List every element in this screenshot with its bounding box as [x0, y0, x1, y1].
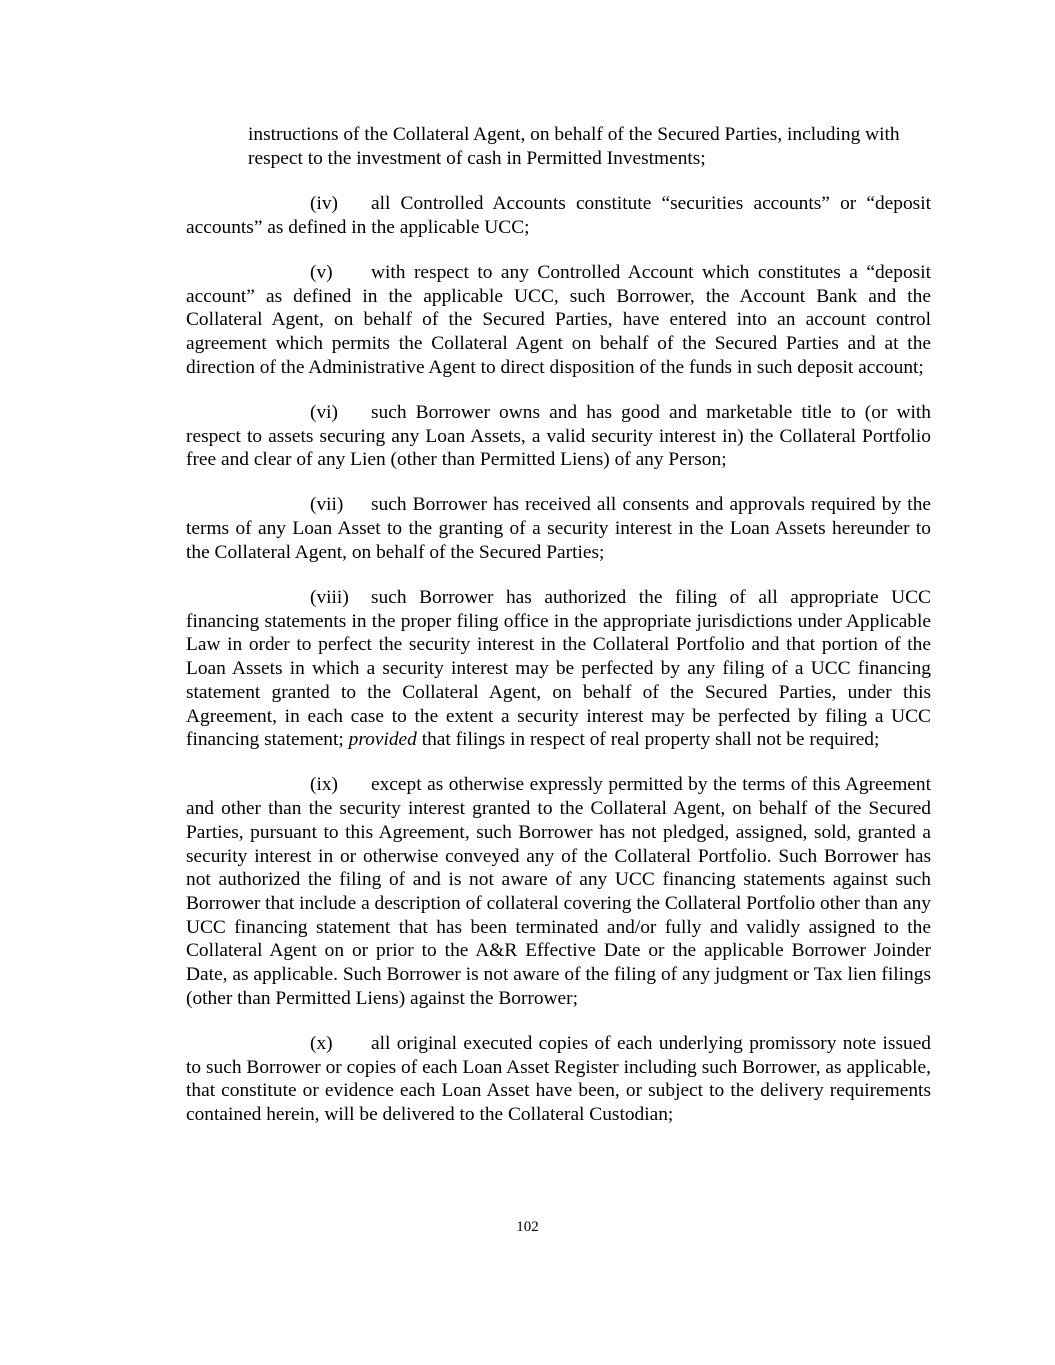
- continuation-paragraph: instructions of the Collateral Agent, on behalf of the Secured Parties, including with respect to the investment of cash in Permitted Investments;: [248, 124, 900, 169]
- clause-text: all Controlled Accounts constitute “securities accounts” or “deposit accounts” as defined in the applicable UCC;: [186, 192, 931, 238]
- clause-text-continued: that filings in respect of real property shall not be required;: [416, 729, 880, 751]
- clause-text: such Borrower owns and has good and marketable title to (or with respect to assets securing any Loan Assets, a valid security interest in) the Collateral Portfolio free and clear of any Lien (other than Permitted Liens) of any Person;: [186, 401, 931, 471]
- clause-italic-term: provided: [348, 729, 417, 751]
- clause-vii: [186, 493, 931, 564]
- clause-viii: [186, 586, 931, 752]
- page-number: 102: [516, 1219, 539, 1235]
- document-page: [186, 123, 931, 1148]
- clause-text: such Borrower has authorized the filing of all appropriate UCC financing statements in the proper filing office in the appropriate jurisdictions under Applicable Law in order to perfect the security interest in the Collateral Portfolio and that portion of the Loan Assets in which a security interest may be perfected by any filing of a UCC financing statement granted to the Collateral Agent, on behalf of the Secured Parties, under this Agreement, in each case to the extent a security interest may be perfected by filing a UCC financing statement;: [186, 587, 931, 751]
- clause-iv: [186, 192, 931, 239]
- clause-vi: [186, 401, 931, 472]
- clause-number: (vi): [310, 401, 338, 423]
- clause-number: (iv): [310, 192, 338, 214]
- clause-text: such Borrower has received all consents and approvals required by the terms of any Loan Asset to the granting of a security interest in the Loan Assets hereunder to the Collateral Agent, on behalf of the Secured Parties;: [186, 494, 931, 563]
- clause-number: (v): [310, 261, 333, 283]
- clause-v: [186, 261, 931, 380]
- clause-text: with respect to any Controlled Account which constitutes a “deposit account” as defined in the applicable UCC, such Borrower, the Account Bank and the Collateral Agent, on behalf of the Secured Parties, have entered into an account control agreement which permits the Collateral Agent on behalf of the Secured Parties and at the direction of the Administrative Agent to direct disposition of the funds in such deposit account;: [186, 261, 931, 378]
- clause-number: (vii): [310, 494, 344, 516]
- clause-x: [186, 1032, 931, 1127]
- clause-text: except as otherwise expressly permitted by the terms of this Agreement and other than the security interest granted to the Collateral Agent, on behalf of the Secured Parties, pursuant to this Agreement, such Borrower has not pledged, assigned, sold, granted a security interest in or otherwise conveyed any of the Collateral Portfolio. Such Borrower has not authorized the filing of and is not aware of any UCC financing statements against such Borrower that include a description of collateral covering the Collateral Portfolio other than any UCC financing statement that has been terminated and/or fully and validly assigned to the Collateral Agent on or prior to the A&R Effective Date or the applicable Borrower Joinder Date, as applicable. Such Borrower is not aware of the filing of any judgment or Tax lien filings (other than Permitted Liens) against the Borrower;: [186, 774, 931, 1009]
- clause-ix: [186, 773, 931, 1010]
- clause-number: (x): [310, 1033, 333, 1054]
- clause-number: (ix): [310, 774, 338, 796]
- clause-number: (viii): [310, 587, 349, 609]
- clause-text: all original executed copies of each underlying promissory note issued to such Borrower or copies of each Loan Asset Register including such Borrower, as applicable, that constitute or evidence each Loan Asset have been, or subject to the delivery requirements contained herein, will be delivered to the Collateral Custodian;: [186, 1033, 931, 1126]
